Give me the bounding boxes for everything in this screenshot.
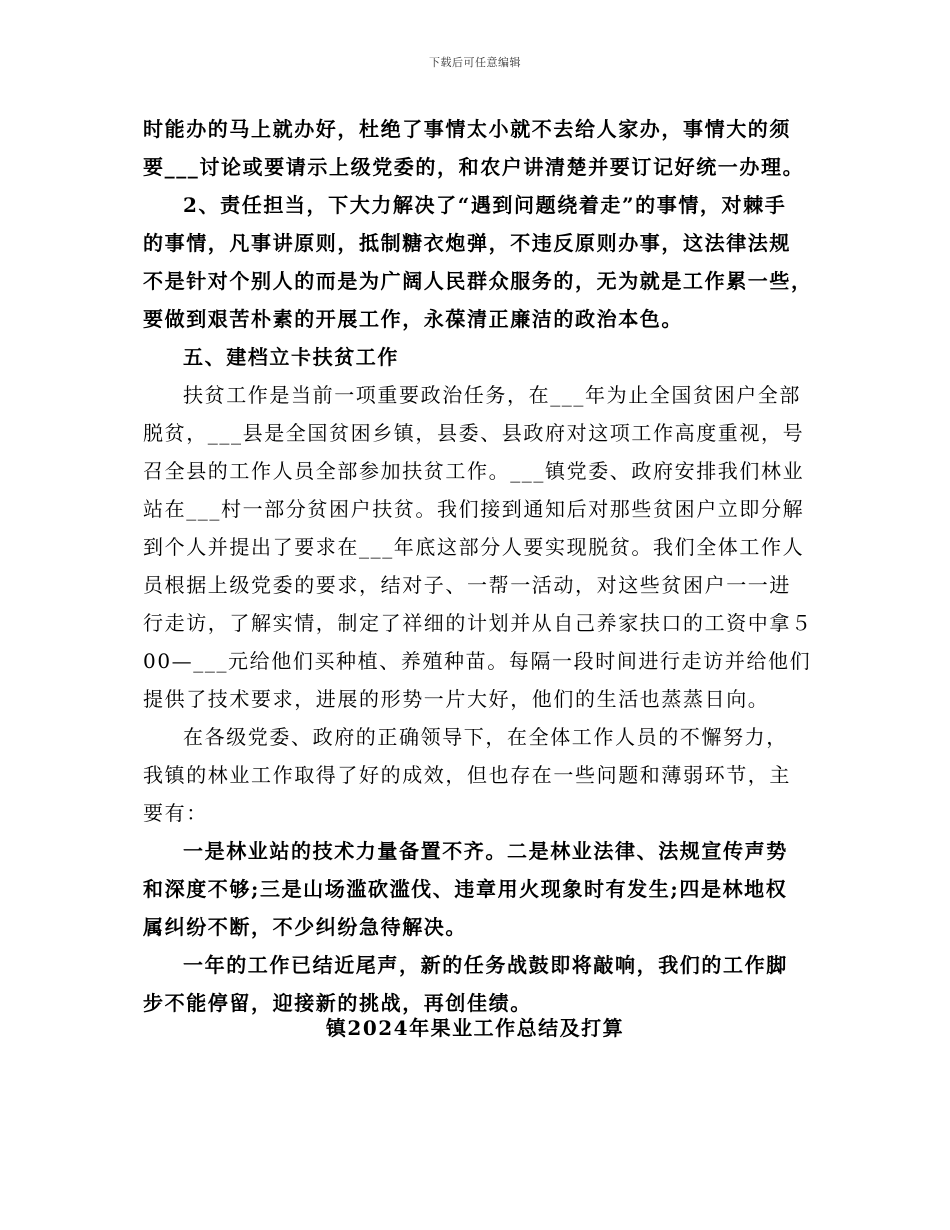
text-line: 召全县的工作人员全部参加扶贫工作。___镇党委、政府安排我们林业	[143, 459, 805, 483]
text-line: 员根据上级党委的要求，结对子、一帮一活动，对这些贫困户一一进	[143, 573, 791, 597]
text-line: 的事情，凡事讲原则，抵制糖衣炮弹，不违反原则办事，这法律法规	[143, 231, 791, 255]
document-body	[143, 110, 813, 1022]
text-line: 扶贫工作是当前一项重要政治任务，在___年为止全国贫困户全部	[183, 383, 801, 407]
paragraph-item-2	[143, 186, 813, 338]
paragraph-poverty-alleviation	[143, 376, 813, 718]
paragraph-closing	[143, 946, 813, 1022]
text-line: 要___讨论或要请示上级党委的，和农户讲清楚并要订记好统一办理。	[143, 155, 805, 179]
text-line: 脱贫，___县是全国贫困乡镇，县委、县政府对这项工作高度重视，号	[143, 421, 805, 445]
text-line: 到个人并提出了要求在___年底这部分人要实现脱贫。我们全体工作人	[143, 535, 805, 559]
paragraph-continuation	[143, 110, 813, 186]
text-line: 在各级党委、政府的正确领导下，在全体工作人员的不懈努力，	[183, 725, 788, 749]
text-line: 属纠纷不断，不少纠纷急待解决。	[143, 915, 467, 939]
text-line: 一年的工作已结近尾声，新的任务战鼓即将敲响，我们的工作脚	[183, 953, 788, 977]
text-line: 和深度不够;三是山场滥砍滥伐、违章用火现象时有发生;四是林地权	[143, 877, 788, 901]
text-line: 不是针对个别人的而是为广阔人民群众服务的，无为就是工作累一些，	[143, 269, 813, 293]
paragraph-problems-intro	[143, 718, 813, 832]
page-header: 下载后可任意编辑	[429, 56, 521, 69]
text-line: 要做到艰苦朴素的开展工作，永葆清正廉洁的政治本色。	[143, 307, 683, 331]
text-line: 我镇的林业工作取得了好的成效，但也存在一些问题和薄弱环节，主	[143, 763, 791, 787]
paragraph-problems-list	[143, 832, 813, 946]
text-line: 要有：	[143, 801, 208, 825]
document-title: 镇2024年果业工作总结及打算	[325, 1016, 625, 1040]
text-line: 步不能停留，迎接新的挑战，再创佳绩。	[143, 991, 532, 1015]
text-line: 提供了技术要求，进展的形势一片大好，他们的生活也蒸蒸日向。	[143, 687, 770, 711]
text-line: 2、责任担当，下大力解决了“遇到问题绕着走”的事情，对棘手	[183, 193, 787, 217]
text-line: 一是林业站的技术力量备置不齐。二是林业法律、法规宣传声势	[183, 839, 788, 863]
text-line: 时能办的马上就办好，杜绝了事情太小就不去给人家办，事情大的须	[143, 117, 791, 141]
text-line: 站在___村一部分贫困户扶贫。我们接到通知后对那些贫困户立即分解	[143, 497, 805, 521]
text-line: 五、建档立卡扶贫工作	[183, 345, 399, 369]
section-heading	[143, 338, 813, 376]
text-line: 00—___元给他们买种植、养殖种苗。每隔一段时间进行走访并给他们	[143, 649, 812, 673]
text-line: 行走访，了解实情，制定了祥细的计划并从自己养家扶口的工资中拿５	[143, 611, 813, 635]
